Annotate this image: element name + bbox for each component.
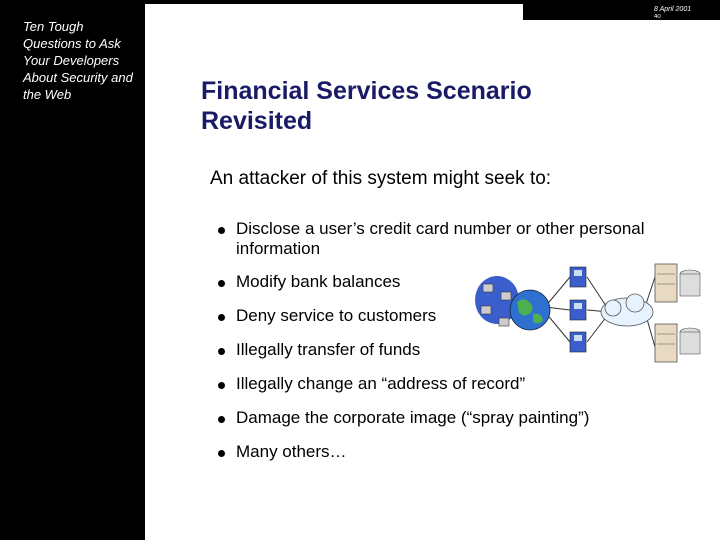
page-number: 40 xyxy=(654,14,661,20)
bullet-dot-icon xyxy=(218,416,225,423)
bullet-text: Many others… xyxy=(236,442,347,461)
bullet-text: Deny service to customers xyxy=(236,306,437,325)
bullet-dot-icon xyxy=(218,227,225,234)
web-servers-icon xyxy=(570,267,586,352)
network-diagram-clipart xyxy=(475,262,720,372)
bullet-item xyxy=(218,408,656,428)
bullet-text: Modify bank balances xyxy=(236,272,401,291)
bullet-dot-icon xyxy=(218,450,225,457)
bullet-text: Illegally transfer of funds xyxy=(236,340,421,359)
globe-icon xyxy=(510,290,550,330)
lead-text: An attacker of this system might seek to: xyxy=(210,168,552,189)
bullet-text: Damage the corporate image (“spray painting”) xyxy=(236,408,590,427)
sidebar-title: Ten Tough Questions to Ask Your Developers About Security and the Web xyxy=(23,19,133,102)
sidebar xyxy=(0,0,145,540)
bullet-item xyxy=(218,374,656,394)
bullet-text: Disclose a user’s credit card number or other personal information xyxy=(236,219,645,258)
bullet-item xyxy=(218,219,656,259)
slide-title-line2: Revisited xyxy=(201,107,313,135)
bullet-dot-icon xyxy=(218,314,225,321)
bullet-dot-icon xyxy=(218,348,225,355)
bullet-dot-icon xyxy=(218,280,225,287)
database-servers-icon xyxy=(655,264,700,362)
bullet-text: Illegally change an “address of record” xyxy=(236,374,526,393)
bullet-dot-icon xyxy=(218,382,225,389)
cloud-icon xyxy=(601,294,653,326)
slide-title-line1: Financial Services Scenario xyxy=(201,77,532,105)
slide-title xyxy=(201,76,532,136)
bullet-item xyxy=(218,442,656,462)
slide-date: 8 April 2001 xyxy=(654,6,692,13)
